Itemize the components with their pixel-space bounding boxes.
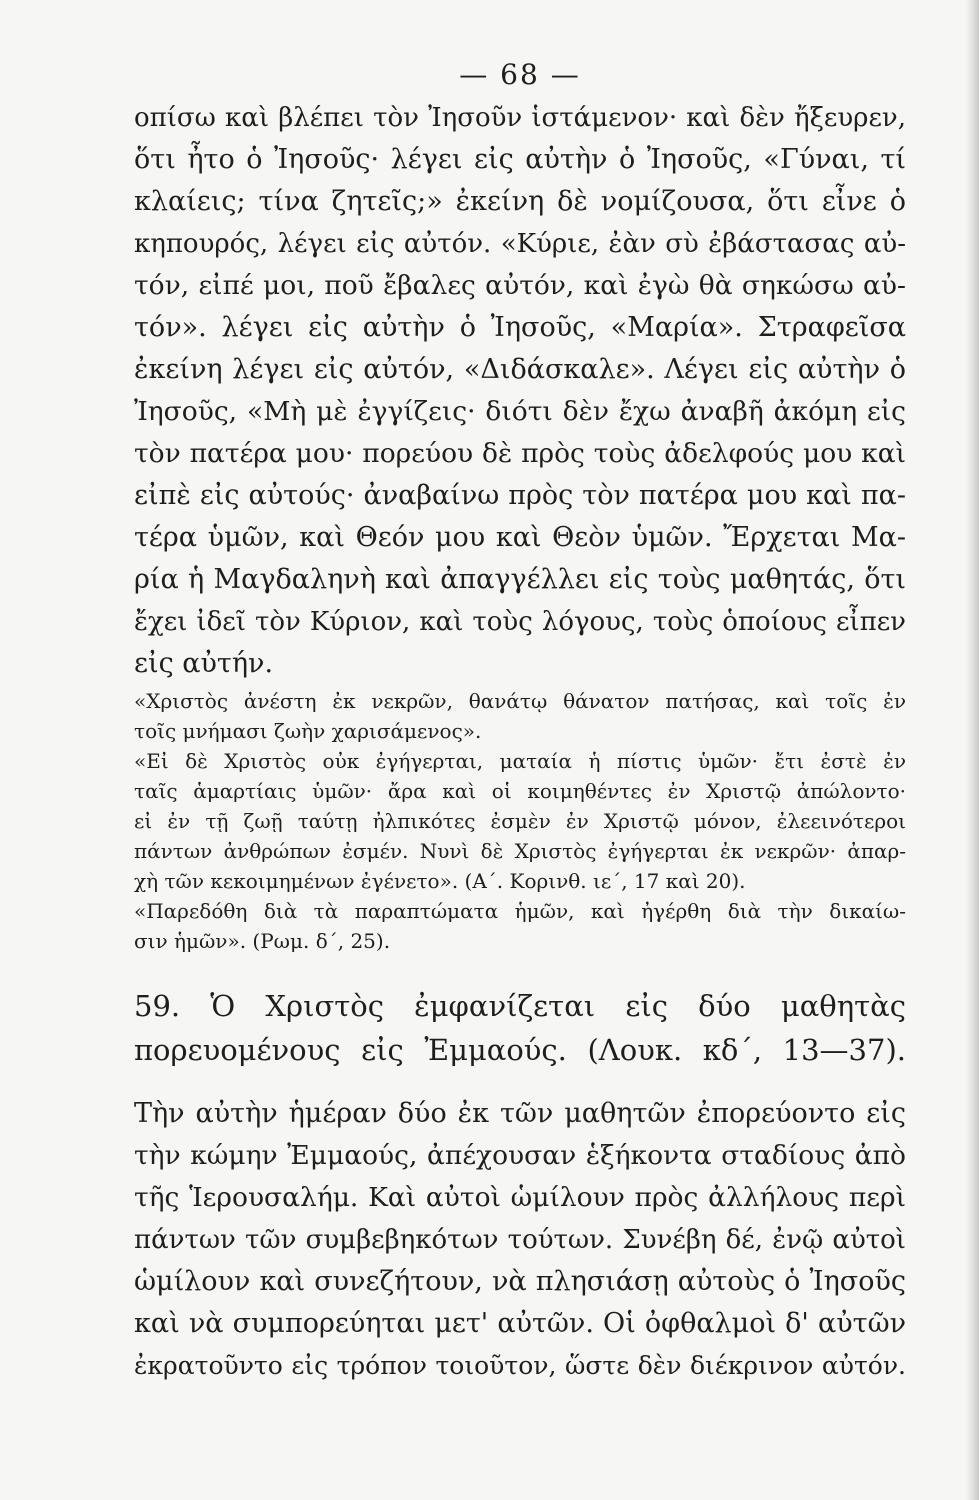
section-heading <box>134 984 906 1072</box>
text-line: ἔχει ἰδεῖ τὸν Κύριον, καὶ τοὺς λόγους, τοὺς ὁποίους εἶπεν <box>134 607 906 637</box>
quote-line: ταῖς ἁμαρτίαις ὑμῶν· ἄρα καὶ οἱ κοιμηθέντες ἐν Χριστῷ ἀπώλοντο· <box>134 779 906 803</box>
page-number: — 68 — <box>459 58 581 91</box>
text-line: Ἰησοῦς, «Μὴ μὲ ἐγγίζεις· διότι δὲν ἔχω ἀναβῆ ἀκόμη εἰς <box>134 396 906 427</box>
text-line: Τὴν αὐτὴν ἡμέραν δύο ἐκ τῶν μαθητῶν ἐπορεύοντο εἰς <box>134 1098 906 1129</box>
quote-line: σιν ἡμῶν». (Ρωμ. δ΄, 25). <box>134 929 391 953</box>
heading-line: πορευομένους εἰς Ἐμμαούς. (Λουκ. κδ΄, 13—37). <box>134 1033 906 1067</box>
text-line: τόν, εἰπέ μοι, ποῦ ἔβαλες αὐτόν, καὶ ἐγὼ θὰ σηκώσω αὐ- <box>134 270 906 301</box>
text-line: εἰς αὐτήν. <box>134 648 274 679</box>
quote-line: τοῖς μνήμασι ζωὴν χαρισάμενος». <box>134 719 482 743</box>
body-paragraph-top <box>134 97 906 685</box>
heading-line: 59. Ὁ Χριστὸς ἐμφανίζεται εἰς δύο μαθητὰς <box>134 989 906 1023</box>
text-line: τῆς Ἱερουσαλήμ. Καὶ αὐτοὶ ὡμίλουν πρὸς ἀλλήλους περὶ <box>134 1182 906 1213</box>
text-line: ὅτι ἦτο ὁ Ἰησοῦς· λέγει εἰς αὐτὴν ὁ Ἰησοῦς, «Γύναι, τί <box>134 144 906 175</box>
quote-line: «Παρεδόθη διὰ τὰ παραπτώματα ἡμῶν, καὶ ἠγέρθη διὰ τὴν δικαίω- <box>134 899 906 923</box>
text-line: πάντων τῶν συμβεβηκότων τούτων. Συνέβη δέ, ἐνῷ αὐτοὶ <box>134 1225 906 1255</box>
text-line: τὸν πατέρα μου· πορεύου δὲ πρὸς τοὺς ἀδελφούς μου καὶ <box>134 438 906 469</box>
text-line: κηπουρός, λέγει εἰς αὐτόν. «Κύριε, ἐὰν σὺ ἐβάστασας αὐ- <box>134 229 906 259</box>
text-line: ἐκείνη λέγει εἰς αὐτόν, «Διδάσκαλε». Λέγει εἰς αὐτὴν ὁ <box>134 354 906 385</box>
text-line: κλαίεις; τίνα ζητεῖς;» ἐκείνη δὲ νομίζουσα, ὅτι εἶνε ὁ <box>134 186 906 217</box>
quote-line: εἰ ἐν τῇ ζωῇ ταύτῃ ἠλπικότες ἐσμὲν ἐν Χριστῷ μόνον, ἐλεεινότεροι <box>134 809 906 833</box>
quote-line: «Εἰ δὲ Χριστὸς οὐκ ἐγήγερται, ματαία ἡ πίστις ὑμῶν· ἔτι ἐστὲ ἐν <box>134 749 906 773</box>
quote-line: «Χριστὸς ἀνέστη ἐκ νεκρῶν, θανάτῳ θάνατον πατήσας, καὶ τοῖς ἐν <box>134 689 906 713</box>
quote-line: χὴ τῶν κεκοιμημένων ἐγένετο». (Α΄. Κορινθ. ιε΄, 17 καὶ 20). <box>134 869 746 893</box>
text-line: ρία ἡ Μαγδαληνὴ καὶ ἀπαγγέλλει εἰς τοὺς μαθητάς, ὅτι <box>134 564 906 595</box>
text-line: οπίσω καὶ βλέπει τὸν Ἰησοῦν ἱστάμενον· καὶ δὲν ἤξευρεν, <box>134 103 906 133</box>
body-paragraph-bottom <box>134 1093 906 1387</box>
text-line: τὴν κώμην Ἐμμαούς, ἀπέχουσαν ἑξήκοντα σταδίους ἀπὸ <box>134 1140 906 1171</box>
text-line: τέρα ὑμῶν, καὶ Θεόν μου καὶ Θεὸν ὑμῶν. Ἔρχεται Μα- <box>134 522 906 553</box>
text-line: ὡμίλουν καὶ συνεζήτουν, νὰ πλησιάσῃ αὐτοὺς ὁ Ἰησοῦς <box>134 1266 906 1297</box>
scripture-quotes <box>134 686 906 956</box>
text-line: καὶ νὰ συμπορεύηται μετ' αὐτῶν. Οἱ ὀφθαλμοὶ δ' αὐτῶν <box>134 1308 906 1339</box>
quote-line: πάντων ἀνθρώπων ἐσμέν. Νυνὶ δὲ Χριστὸς ἐγήγερται ἐκ νεκρῶν· ἀπαρ- <box>134 839 906 863</box>
text-line: εἰπὲ εἰς αὐτούς· ἀναβαίνω πρὸς τὸν πατέρα μου καὶ πα- <box>134 480 906 511</box>
page-edge-shadow <box>965 0 979 1500</box>
text-line: τόν». λέγει εἰς αὐτὴν ὁ Ἰησοῦς, «Μαρία». Στραφεῖσα <box>134 312 906 343</box>
text-line: ἐκρατοῦντο εἰς τρόπον τοιοῦτον, ὥστε δὲν διέκρινον αὐτόν. <box>134 1351 906 1380</box>
